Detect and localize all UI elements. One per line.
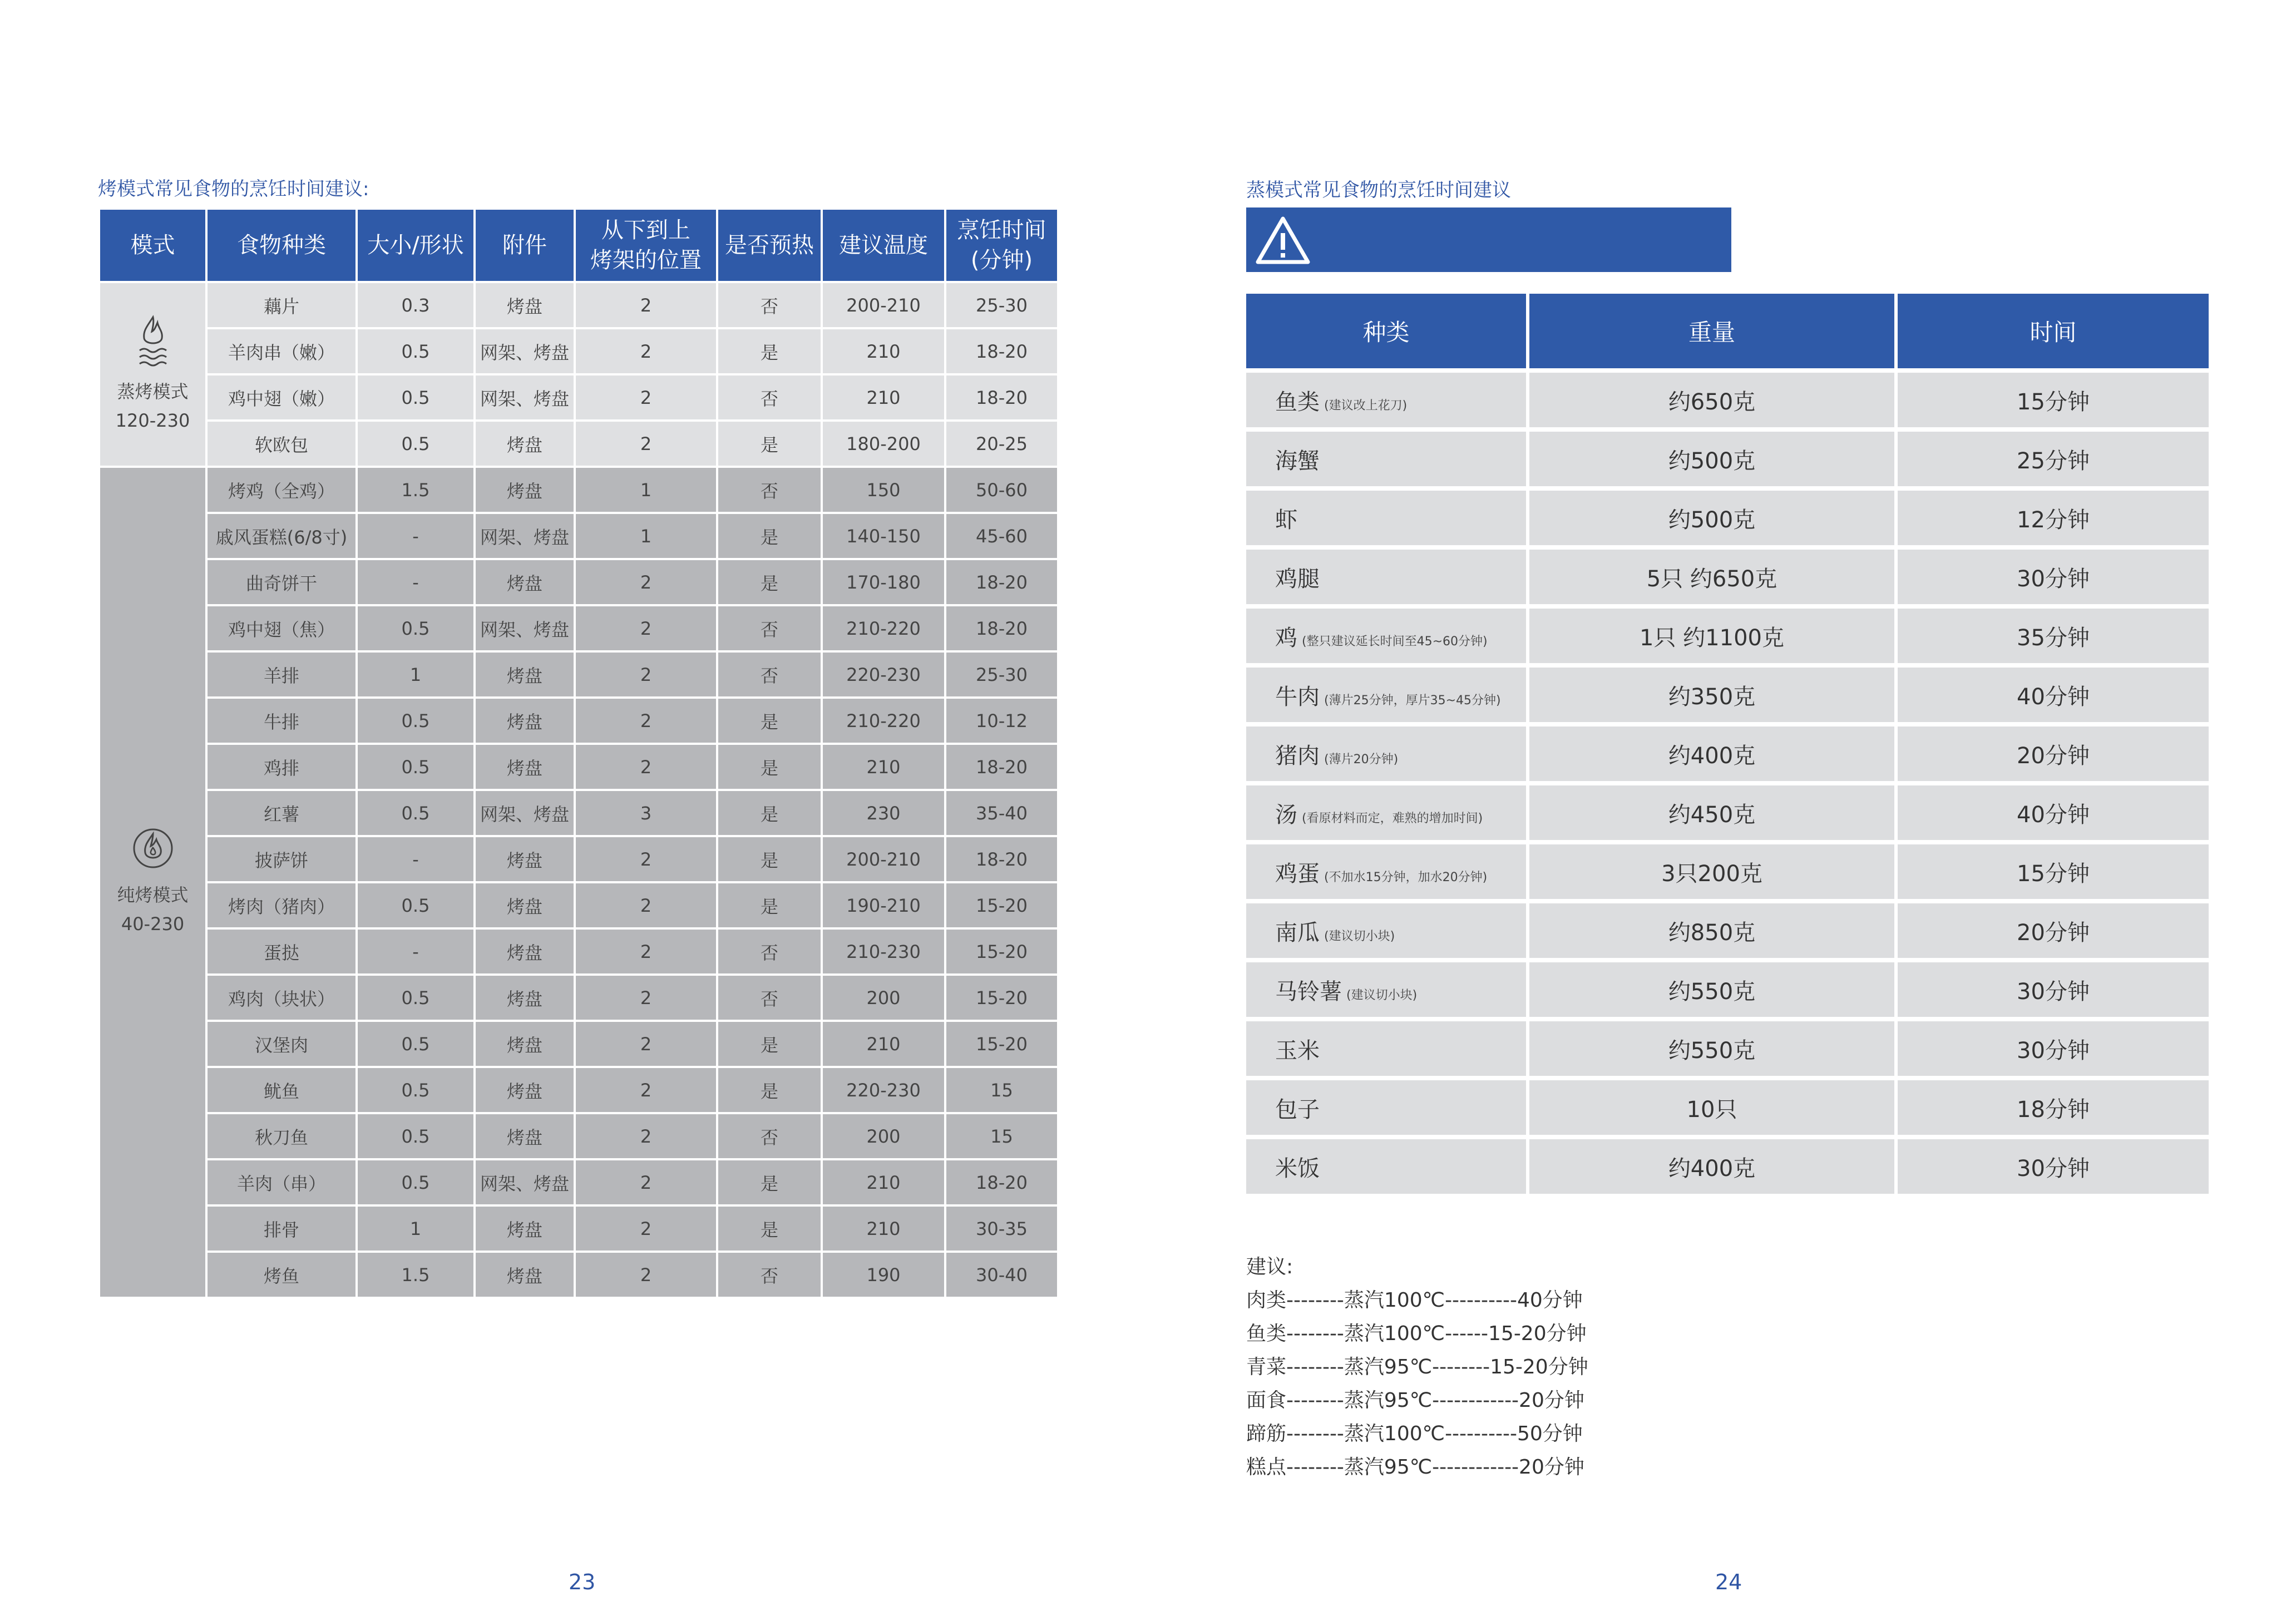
table-cell: 红薯 bbox=[206, 790, 357, 836]
table-cell: 蛋挞 bbox=[206, 928, 357, 975]
food-name: 包子 bbox=[1275, 1096, 1320, 1123]
time-cell: 20分钟 bbox=[1898, 903, 2209, 958]
table-cell: 0.3 bbox=[357, 282, 475, 328]
food-name: 虾 bbox=[1275, 507, 1297, 533]
food-name-cell bbox=[1246, 844, 1526, 899]
table-cell: 烤盘 bbox=[475, 975, 575, 1021]
advice-line: 糕点--------蒸汽95℃------------20分钟 bbox=[1246, 1456, 1584, 1479]
weight-cell: 约350克 bbox=[1529, 668, 1894, 722]
table-cell: - bbox=[357, 559, 475, 605]
table-cell: 18-20 bbox=[945, 1159, 1058, 1205]
table-cell: 210 bbox=[822, 1159, 945, 1205]
table-cell: 2 bbox=[575, 928, 717, 975]
mode-cell bbox=[99, 282, 206, 467]
food-note: (薄片20分钟) bbox=[1324, 752, 1399, 767]
table-row bbox=[99, 282, 1058, 328]
table-cell: 藕片 bbox=[206, 282, 357, 328]
table-cell: 2 bbox=[575, 282, 717, 328]
table-row bbox=[99, 467, 1058, 513]
food-name: 猪肉 bbox=[1275, 743, 1320, 769]
table-cell: 烤鱼 bbox=[206, 1252, 357, 1298]
table-cell: 是 bbox=[717, 1205, 822, 1252]
table-cell: 2 bbox=[575, 1205, 717, 1252]
time-cell: 25分钟 bbox=[1898, 432, 2209, 486]
table-cell: 否 bbox=[717, 605, 822, 651]
table-cell: 2 bbox=[575, 1021, 717, 1067]
time-cell: 30分钟 bbox=[1898, 1021, 2209, 1076]
table-cell: 1.5 bbox=[357, 467, 475, 513]
table-cell: 网架、烤盘 bbox=[475, 1159, 575, 1205]
table-row bbox=[99, 1159, 1058, 1205]
steam-section-title: 蒸模式常见食物的烹饪时间建议 bbox=[1246, 179, 1511, 201]
table-cell: 2 bbox=[575, 328, 717, 374]
table-cell: 是 bbox=[717, 836, 822, 882]
table-cell: 否 bbox=[717, 374, 822, 421]
table-row bbox=[99, 374, 1058, 421]
table-cell: 0.5 bbox=[357, 1067, 475, 1113]
table-cell: 秋刀鱼 bbox=[206, 1113, 357, 1159]
advice-line: 肉类--------蒸汽100℃----------40分钟 bbox=[1246, 1289, 1583, 1312]
table-cell: 是 bbox=[717, 559, 822, 605]
table-cell: 网架、烤盘 bbox=[475, 790, 575, 836]
food-note: (建议改上花刀) bbox=[1324, 398, 1408, 413]
table-cell: 1.5 bbox=[357, 1252, 475, 1298]
table-cell: 否 bbox=[717, 1252, 822, 1298]
table-cell: 0.5 bbox=[357, 882, 475, 928]
table-cell: 210 bbox=[822, 328, 945, 374]
food-name-cell bbox=[1246, 727, 1526, 781]
table-row bbox=[99, 882, 1058, 928]
table-cell: 0.5 bbox=[357, 1113, 475, 1159]
time-cell: 12分钟 bbox=[1898, 491, 2209, 545]
table-row bbox=[1246, 550, 2209, 604]
table-cell: 210 bbox=[822, 744, 945, 790]
table-cell: 0.5 bbox=[357, 328, 475, 374]
food-name: 鱼类 bbox=[1275, 389, 1320, 415]
table-cell: 230 bbox=[822, 790, 945, 836]
table-cell: 1 bbox=[357, 1205, 475, 1252]
table-row bbox=[99, 790, 1058, 836]
table-cell: 2 bbox=[575, 421, 717, 467]
table-cell: 15 bbox=[945, 1113, 1058, 1159]
table-cell: 网架、烤盘 bbox=[475, 513, 575, 559]
table-cell: 是 bbox=[717, 1159, 822, 1205]
bake-column-header: 是否预热 bbox=[717, 209, 822, 282]
table-row bbox=[99, 1205, 1058, 1252]
table-cell: 羊肉串（嫩） bbox=[206, 328, 357, 374]
table-row bbox=[99, 1067, 1058, 1113]
time-cell: 30分钟 bbox=[1898, 1139, 2209, 1194]
table-cell: 2 bbox=[575, 605, 717, 651]
bake-column-header: 大小/形状 bbox=[357, 209, 475, 282]
table-cell: 200 bbox=[822, 975, 945, 1021]
table-cell: 25-30 bbox=[945, 651, 1058, 698]
food-name-cell bbox=[1246, 903, 1526, 958]
table-row bbox=[99, 698, 1058, 744]
table-cell: 190-210 bbox=[822, 882, 945, 928]
table-cell: 烤盘 bbox=[475, 1067, 575, 1113]
weight-cell: 3只200克 bbox=[1529, 844, 1894, 899]
food-name-cell bbox=[1246, 432, 1526, 486]
table-cell: 220-230 bbox=[822, 1067, 945, 1113]
time-cell: 40分钟 bbox=[1898, 785, 2209, 840]
table-cell: 15-20 bbox=[945, 975, 1058, 1021]
weight-cell: 1只 约1100克 bbox=[1529, 609, 1894, 663]
food-note: (薄片25分钟，厚片35~45分钟) bbox=[1324, 693, 1501, 708]
table-cell: 烤盘 bbox=[475, 1205, 575, 1252]
table-cell: 0.5 bbox=[357, 421, 475, 467]
food-name-cell bbox=[1246, 609, 1526, 663]
food-name-cell bbox=[1246, 1080, 1526, 1135]
table-cell: 3 bbox=[575, 790, 717, 836]
table-cell: 烤盘 bbox=[475, 1113, 575, 1159]
table-cell: 0.5 bbox=[357, 605, 475, 651]
table-row bbox=[99, 513, 1058, 559]
table-cell: 15-20 bbox=[945, 882, 1058, 928]
table-cell: 170-180 bbox=[822, 559, 945, 605]
table-cell: 否 bbox=[717, 651, 822, 698]
time-cell: 15分钟 bbox=[1898, 844, 2209, 899]
food-note: (建议切小块) bbox=[1324, 929, 1395, 943]
food-name-cell bbox=[1246, 373, 1526, 427]
table-cell: 烤盘 bbox=[475, 882, 575, 928]
table-cell: 网架、烤盘 bbox=[475, 605, 575, 651]
table-row bbox=[1246, 1139, 2209, 1194]
table-cell: 是 bbox=[717, 1067, 822, 1113]
table-cell: 15 bbox=[945, 1067, 1058, 1113]
weight-cell: 约550克 bbox=[1529, 1021, 1894, 1076]
table-cell: 是 bbox=[717, 1021, 822, 1067]
table-cell: 0.5 bbox=[357, 1021, 475, 1067]
table-cell: 200-210 bbox=[822, 836, 945, 882]
table-cell: 210 bbox=[822, 374, 945, 421]
bake-section-title: 烤模式常见食物的烹饪时间建议: bbox=[98, 178, 369, 200]
table-row bbox=[99, 1252, 1058, 1298]
table-row bbox=[1246, 727, 2209, 781]
weight-cell: 约850克 bbox=[1529, 903, 1894, 958]
time-cell: 15分钟 bbox=[1898, 373, 2209, 427]
time-cell: 20分钟 bbox=[1898, 727, 2209, 781]
page-number-left: 23 bbox=[569, 1570, 596, 1594]
table-cell: 18-20 bbox=[945, 559, 1058, 605]
table-cell: 是 bbox=[717, 744, 822, 790]
table-row bbox=[1246, 668, 2209, 722]
table-cell: 45-60 bbox=[945, 513, 1058, 559]
table-cell: 烤盘 bbox=[475, 559, 575, 605]
steam-column-header: 时间 bbox=[1898, 294, 2209, 368]
table-cell: 2 bbox=[575, 651, 717, 698]
table-cell: 0.5 bbox=[357, 975, 475, 1021]
table-cell: 30-35 bbox=[945, 1205, 1058, 1252]
table-cell: 20-25 bbox=[945, 421, 1058, 467]
table-cell: 羊排 bbox=[206, 651, 357, 698]
advice-line: 蹄筋--------蒸汽100℃----------50分钟 bbox=[1246, 1422, 1583, 1445]
table-cell: 烤盘 bbox=[475, 698, 575, 744]
table-cell: 烤盘 bbox=[475, 928, 575, 975]
table-row bbox=[99, 559, 1058, 605]
table-cell: 210 bbox=[822, 1205, 945, 1252]
table-cell: 2 bbox=[575, 975, 717, 1021]
table-cell: 190 bbox=[822, 1252, 945, 1298]
steam-advice bbox=[1246, 1251, 1588, 1484]
weight-cell: 10只 bbox=[1529, 1080, 1894, 1135]
mode-range: 40-230 bbox=[121, 913, 185, 935]
table-cell: 烤盘 bbox=[475, 1252, 575, 1298]
table-cell: 是 bbox=[717, 790, 822, 836]
table-row bbox=[99, 928, 1058, 975]
table-cell: 烤盘 bbox=[475, 651, 575, 698]
food-name-cell bbox=[1246, 550, 1526, 604]
food-name: 鸡 bbox=[1275, 625, 1297, 651]
table-cell: 18-20 bbox=[945, 744, 1058, 790]
table-cell: 否 bbox=[717, 928, 822, 975]
table-cell: 2 bbox=[575, 698, 717, 744]
table-row bbox=[1246, 491, 2209, 545]
pure-bake-icon bbox=[100, 826, 205, 875]
table-cell: 2 bbox=[575, 1113, 717, 1159]
table-cell: 2 bbox=[575, 836, 717, 882]
table-cell: 牛排 bbox=[206, 698, 357, 744]
table-row bbox=[1246, 1080, 2209, 1135]
table-cell: 否 bbox=[717, 975, 822, 1021]
table-cell: 25-30 bbox=[945, 282, 1058, 328]
table-cell: 烤盘 bbox=[475, 1021, 575, 1067]
table-cell: 0.5 bbox=[357, 1159, 475, 1205]
food-name: 鸡蛋 bbox=[1275, 861, 1320, 887]
mode-name: 纯烤模式 bbox=[117, 884, 189, 906]
weight-cell: 约450克 bbox=[1529, 785, 1894, 840]
table-cell: 2 bbox=[575, 374, 717, 421]
table-cell: 披萨饼 bbox=[206, 836, 357, 882]
table-cell: - bbox=[357, 928, 475, 975]
table-cell: 否 bbox=[717, 467, 822, 513]
table-row bbox=[99, 605, 1058, 651]
table-row bbox=[1246, 785, 2209, 840]
table-row bbox=[99, 836, 1058, 882]
table-cell: 软欧包 bbox=[206, 421, 357, 467]
table-cell: 否 bbox=[717, 282, 822, 328]
table-cell: 18-20 bbox=[945, 328, 1058, 374]
table-cell: 烤盘 bbox=[475, 282, 575, 328]
table-cell: 汉堡肉 bbox=[206, 1021, 357, 1067]
steam-column-header: 种类 bbox=[1246, 294, 1526, 368]
table-row bbox=[1246, 373, 2209, 427]
table-cell: 是 bbox=[717, 513, 822, 559]
bake-column-header: 烹饪时间 (分钟) bbox=[945, 209, 1058, 282]
time-cell: 35分钟 bbox=[1898, 609, 2209, 663]
table-cell: 1 bbox=[357, 651, 475, 698]
bake-column-header: 食物种类 bbox=[206, 209, 357, 282]
table-cell: 2 bbox=[575, 1067, 717, 1113]
table-cell: 鸡中翅（嫩） bbox=[206, 374, 357, 421]
table-cell: 0.5 bbox=[357, 790, 475, 836]
food-note: (看原材料而定，难熟的增加时间) bbox=[1302, 811, 1483, 826]
table-cell: 烤肉（猪肉） bbox=[206, 882, 357, 928]
table-row bbox=[99, 651, 1058, 698]
table-cell: 戚风蛋糕(6/8寸) bbox=[206, 513, 357, 559]
table-cell: 140-150 bbox=[822, 513, 945, 559]
table-cell: 是 bbox=[717, 328, 822, 374]
bake-column-header: 从下到上 烤架的位置 bbox=[575, 209, 717, 282]
weight-cell: 5只 约650克 bbox=[1529, 550, 1894, 604]
food-name: 米饭 bbox=[1275, 1155, 1320, 1182]
table-cell: 200-210 bbox=[822, 282, 945, 328]
table-cell: 是 bbox=[717, 698, 822, 744]
table-cell: 曲奇饼干 bbox=[206, 559, 357, 605]
bake-table-header-row bbox=[99, 209, 1058, 282]
table-row bbox=[1246, 844, 2209, 899]
food-note: (建议切小块) bbox=[1346, 988, 1418, 1002]
time-cell: 30分钟 bbox=[1898, 962, 2209, 1017]
table-cell: 烤盘 bbox=[475, 836, 575, 882]
mode-name: 蒸烤模式 bbox=[117, 381, 189, 402]
table-cell: 烤盘 bbox=[475, 467, 575, 513]
food-note: (不加水15分钟，加水20分钟) bbox=[1324, 870, 1488, 884]
table-row bbox=[1246, 609, 2209, 663]
advice-line: 青菜--------蒸汽95℃--------15-20分钟 bbox=[1246, 1356, 1588, 1378]
weight-cell: 约400克 bbox=[1529, 727, 1894, 781]
food-name: 马铃薯 bbox=[1275, 978, 1342, 1005]
table-cell: 210-220 bbox=[822, 605, 945, 651]
table-cell: 10-12 bbox=[945, 698, 1058, 744]
bake-column-header: 模式 bbox=[99, 209, 206, 282]
weight-cell: 约650克 bbox=[1529, 373, 1894, 427]
mode-range: 120-230 bbox=[115, 410, 190, 431]
bake-time-table bbox=[98, 207, 1059, 1299]
food-note: (整只建议延长时间至45~60分钟) bbox=[1302, 634, 1488, 649]
table-row bbox=[1246, 962, 2209, 1017]
table-cell: 烤盘 bbox=[475, 421, 575, 467]
food-name-cell bbox=[1246, 1139, 1526, 1194]
table-row bbox=[99, 1021, 1058, 1067]
food-name-cell bbox=[1246, 785, 1526, 840]
table-cell: 是 bbox=[717, 421, 822, 467]
steam-column-header: 重量 bbox=[1529, 294, 1894, 368]
food-name-cell bbox=[1246, 668, 1526, 722]
table-cell: - bbox=[357, 836, 475, 882]
table-cell: 鸡中翅（焦） bbox=[206, 605, 357, 651]
food-name-cell bbox=[1246, 491, 1526, 545]
table-cell: 2 bbox=[575, 559, 717, 605]
food-name-cell bbox=[1246, 962, 1526, 1017]
table-cell: 30-40 bbox=[945, 1252, 1058, 1298]
weight-cell: 约500克 bbox=[1529, 491, 1894, 545]
page-number-right: 24 bbox=[1715, 1570, 1742, 1594]
advice-line: 面食--------蒸汽95℃------------20分钟 bbox=[1246, 1389, 1584, 1412]
food-name: 汤 bbox=[1275, 802, 1297, 828]
weight-cell: 约500克 bbox=[1529, 432, 1894, 486]
food-name: 鸡腿 bbox=[1275, 566, 1320, 592]
food-name: 牛肉 bbox=[1275, 684, 1320, 710]
table-row bbox=[99, 328, 1058, 374]
table-cell: 2 bbox=[575, 744, 717, 790]
table-cell: 是 bbox=[717, 882, 822, 928]
table-cell: 烤鸡（全鸡） bbox=[206, 467, 357, 513]
table-cell: 18-20 bbox=[945, 836, 1058, 882]
food-name: 海蟹 bbox=[1275, 448, 1320, 474]
advice-title: 建议: bbox=[1246, 1256, 1293, 1278]
bake-column-header: 建议温度 bbox=[822, 209, 945, 282]
table-cell: 网架、烤盘 bbox=[475, 374, 575, 421]
table-row bbox=[99, 744, 1058, 790]
table-cell: 鸡肉（块状） bbox=[206, 975, 357, 1021]
weight-cell: 约550克 bbox=[1529, 962, 1894, 1017]
table-cell: 0.5 bbox=[357, 744, 475, 790]
table-cell: 0.5 bbox=[357, 698, 475, 744]
steam-bake-icon bbox=[100, 314, 205, 372]
table-row bbox=[1246, 1021, 2209, 1076]
table-cell: 1 bbox=[575, 513, 717, 559]
table-cell: 烤盘 bbox=[475, 744, 575, 790]
warning-banner bbox=[1246, 207, 1731, 272]
table-cell: 50-60 bbox=[945, 467, 1058, 513]
time-cell: 40分钟 bbox=[1898, 668, 2209, 722]
table-cell: 18-20 bbox=[945, 605, 1058, 651]
time-cell: 30分钟 bbox=[1898, 550, 2209, 604]
table-cell: - bbox=[357, 513, 475, 559]
warning-triangle-icon bbox=[1255, 215, 1311, 265]
table-cell: 15-20 bbox=[945, 1021, 1058, 1067]
table-cell: 鸡排 bbox=[206, 744, 357, 790]
table-cell: 否 bbox=[717, 1113, 822, 1159]
food-name: 玉米 bbox=[1275, 1037, 1320, 1064]
table-row bbox=[99, 421, 1058, 467]
table-cell: 羊肉（串） bbox=[206, 1159, 357, 1205]
table-row bbox=[1246, 432, 2209, 486]
steam-time-table bbox=[1243, 289, 2212, 1198]
table-cell: 0.5 bbox=[357, 374, 475, 421]
food-name-cell bbox=[1246, 1021, 1526, 1076]
bake-column-header: 附件 bbox=[475, 209, 575, 282]
table-cell: 2 bbox=[575, 882, 717, 928]
table-cell: 200 bbox=[822, 1113, 945, 1159]
table-cell: 180-200 bbox=[822, 421, 945, 467]
table-cell: 15-20 bbox=[945, 928, 1058, 975]
table-cell: 210 bbox=[822, 1021, 945, 1067]
table-cell: 排骨 bbox=[206, 1205, 357, 1252]
advice-line: 鱼类--------蒸汽100℃------15-20分钟 bbox=[1246, 1322, 1587, 1345]
table-cell: 150 bbox=[822, 467, 945, 513]
steam-table-header-row bbox=[1246, 294, 2209, 368]
time-cell: 18分钟 bbox=[1898, 1080, 2209, 1135]
mode-cell bbox=[99, 467, 206, 1298]
table-cell: 210-230 bbox=[822, 928, 945, 975]
table-row bbox=[1246, 903, 2209, 958]
table-cell: 35-40 bbox=[945, 790, 1058, 836]
table-row bbox=[99, 975, 1058, 1021]
table-cell: 鱿鱼 bbox=[206, 1067, 357, 1113]
table-cell: 18-20 bbox=[945, 374, 1058, 421]
weight-cell: 约400克 bbox=[1529, 1139, 1894, 1194]
table-cell: 1 bbox=[575, 467, 717, 513]
table-cell: 2 bbox=[575, 1252, 717, 1298]
table-row bbox=[99, 1113, 1058, 1159]
table-cell: 210-220 bbox=[822, 698, 945, 744]
food-name: 南瓜 bbox=[1275, 920, 1320, 946]
table-cell: 2 bbox=[575, 1159, 717, 1205]
table-cell: 网架、烤盘 bbox=[475, 328, 575, 374]
table-cell: 220-230 bbox=[822, 651, 945, 698]
